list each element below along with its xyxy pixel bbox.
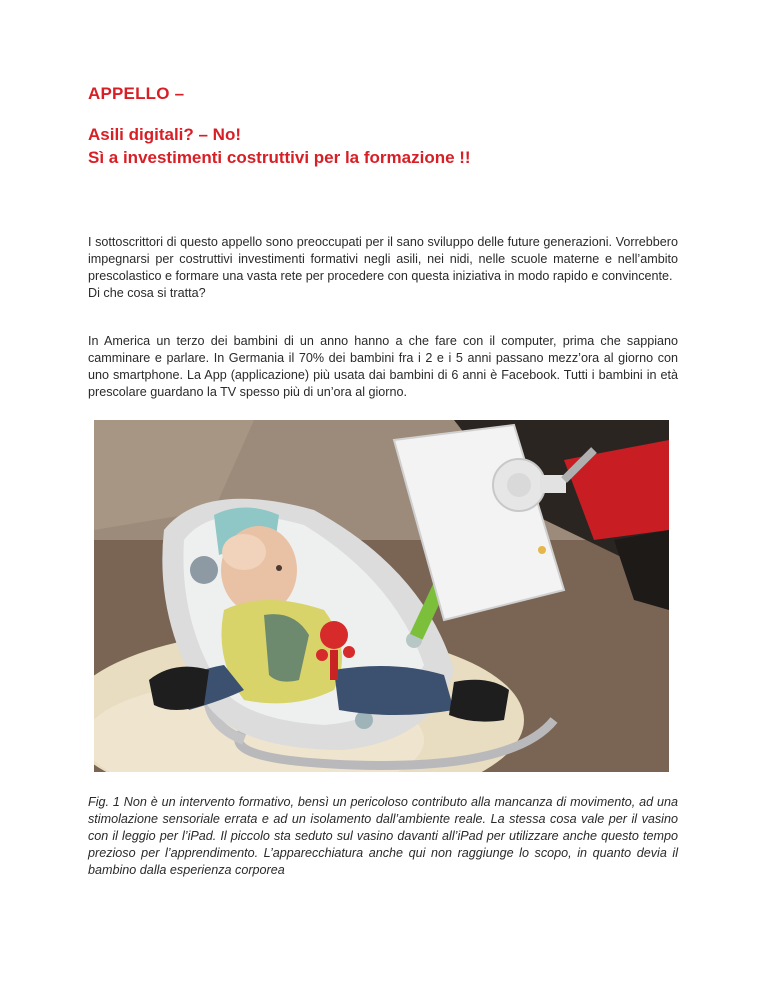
paragraph-line: Di che cosa si tratta? — [88, 286, 206, 300]
caption-line: all’iPad per utilizzare anche questo tempo prezioso per l’apprendimento. L’apparecchiatura — [88, 829, 679, 860]
title-line-1: Asili digitali? – No! — [88, 125, 242, 144]
paragraph-line: I sottoscrittori di questo appello sono preoccupati per il sano sviluppo delle future generazioni. — [88, 235, 613, 249]
appeal-heading: APPELLO – — [88, 84, 185, 103]
title-line-2: Sì a investimenti costruttivi per la formazione !! — [88, 148, 471, 167]
caption-line: stessa cosa vale per il vasino con il leggio per l’iPad. Il piccolo sta seduto sul vasino davanti — [88, 812, 678, 843]
paragraph-line: materne e nell’ambito prescolastico e formare una vasta rete per procedere con questa — [88, 252, 679, 283]
paragraph-line: Vorrebbero impegnarsi per costruttivi investimenti formativi negli asili, nei nidi, nelle scuole — [88, 235, 678, 266]
caption-line: anche qui non raggiunge lo scopo, in quanto devia il bambino dalla esperienza corporea — [88, 846, 679, 877]
caption-line: movimento, ad una stimolazione sensoriale errata e ad un isolamento dall’ambiente reale. La — [88, 795, 679, 826]
intro-paragraph — [88, 234, 678, 302]
paragraph-line: In America un terzo dei bambini di un anno hanno a che fare con il computer, prima che — [88, 334, 621, 348]
paragraph-line: iniziativa in modo rapido e convincente. — [452, 269, 673, 283]
page-title — [88, 123, 471, 169]
figure-caption — [88, 794, 678, 879]
photo-illustration — [94, 420, 669, 772]
paragraph-line: sappiano camminare e parlare. In Germania il 70% dei bambini fra i 2 e i 5 anni passano — [88, 334, 679, 365]
paragraph-line: mezz’ora al giorno con uno smartphone. La App (applicazione) più usata dai bambini di 6 anni — [88, 351, 678, 382]
paragraph-line: è Facebook. Tutti i bambini in età prescolare guardano la TV spesso più di un’ora al giorno. — [88, 368, 678, 399]
baby-bouncer-photo — [94, 420, 669, 772]
caption-line: Fig. 1 Non è un intervento formativo, bensì un pericoloso contributo alla mancanza di — [88, 795, 567, 809]
statistics-paragraph — [88, 333, 678, 401]
